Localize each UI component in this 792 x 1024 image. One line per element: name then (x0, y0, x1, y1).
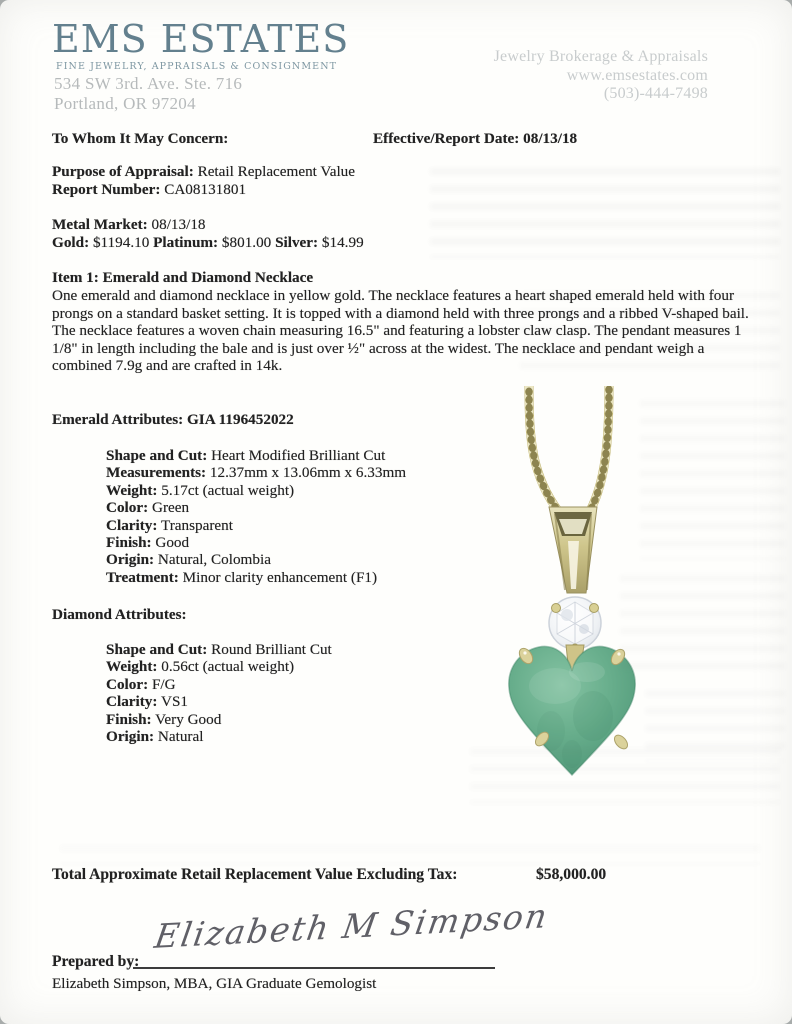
signature-line (133, 967, 495, 969)
diamond-attributes-list (106, 641, 332, 745)
attr-row: Shape and Cut: Heart Modified Brilliant Cut (106, 447, 386, 464)
attr-row: Origin: Natural (106, 728, 204, 746)
purpose-value: Retail Replacement Value (197, 163, 356, 180)
purpose-line (52, 163, 355, 181)
bail (549, 507, 597, 593)
scan-bleed-artifact (60, 845, 760, 865)
phone-number: (503)-444-7498 (603, 85, 708, 102)
attr-row: Clarity: VS1 (106, 693, 188, 711)
attr-row: Color: F/G (106, 675, 176, 693)
metal-market-line (52, 216, 206, 234)
silver-label: Silver: (275, 234, 319, 251)
attr-row: Clarity: Transparent (106, 516, 233, 534)
report-date-label: Effective/Report Date: (373, 130, 520, 147)
website-url: www.emsestates.com (566, 66, 708, 84)
platinum-price: $801.00 (221, 234, 272, 251)
attr-row: Finish: Good (106, 534, 190, 552)
signer-credentials: Elizabeth Simpson, MBA, GIA Graduate Gemologist (52, 975, 377, 992)
scan-bleed-artifact (430, 168, 780, 258)
emerald-attributes-heading: Emerald Attributes: GIA 1196452022 (52, 411, 294, 428)
necklace-photo (455, 386, 765, 832)
purpose-label: Purpose of Appraisal: (52, 163, 194, 180)
header-contact-block (494, 48, 708, 104)
chain (529, 386, 609, 512)
total-value-label: Total Approximate Retail Replacement Value Excluding Tax: (52, 866, 458, 883)
report-number-label: Report Number: (52, 181, 161, 198)
company-address-line1: 534 SW 3rd. Ave. Ste. 716 (54, 74, 243, 93)
diamond (549, 597, 601, 652)
metal-prices-line (52, 234, 364, 252)
item-description: One emerald and diamond necklace in yellow gold. The necklace features a heart shaped emerald held with four prongs on a standard basket setting. It is topped with a diamond held with three prongs and a ribbed V-shaped bail. The necklace features a woven chain measuring 16.5" and featuring a lobster claw clasp. The pendant measures 1 1/8" in length including the bale and is just over ½" across at the widest. The necklace and pendant weigh a combined 7.9g and are crafted in 14k. (52, 287, 749, 375)
company-logo: EMS ESTATES (52, 17, 350, 61)
attr-row: Treatment: Minor clarity enhancement (F1) (106, 568, 378, 586)
report-date-value: 08/13/18 (523, 130, 578, 147)
company-address-line2: Portland, OR 97204 (54, 94, 196, 113)
metal-market-label: Metal Market: (52, 216, 148, 233)
total-value-amount: $58,000.00 (536, 866, 607, 883)
emerald-attributes-list (106, 447, 406, 586)
attr-row: Origin: Natural, Colombia (106, 551, 271, 569)
prepared-by-label: Prepared by: (52, 953, 140, 970)
attr-row: Weight: 5.17ct (actual weight) (106, 481, 295, 499)
gold-label: Gold: (52, 234, 90, 251)
handwritten-signature: Elizabeth M Simpson (152, 896, 552, 956)
attr-row: Weight: 0.56ct (actual weight) (106, 658, 295, 676)
platinum-label: Platinum: (153, 234, 219, 251)
report-date-line (373, 130, 577, 148)
silver-price: $14.99 (321, 234, 364, 251)
attr-row: Finish: Very Good (106, 710, 222, 728)
metal-market-date: 08/13/18 (151, 216, 206, 233)
services-text: Jewelry Brokerage & Appraisals (493, 48, 708, 65)
attr-row: Shape and Cut: Round Brilliant Cut (106, 641, 332, 658)
attr-row: Measurements: 12.37mm x 13.06mm x 6.33mm (106, 464, 407, 482)
report-number-value: CA08131801 (164, 181, 247, 198)
gold-price: $1194.10 (92, 234, 150, 251)
attr-row: Color: Green (106, 499, 190, 517)
company-tagline: FINE JEWELRY, APPRAISALS & CONSIGNMENT (56, 61, 338, 72)
report-number-line (52, 181, 246, 199)
diamond-attributes-heading: Diamond Attributes: (52, 606, 187, 623)
salutation: To Whom It May Concern: (52, 130, 229, 147)
item-title: Item 1: Emerald and Diamond Necklace (52, 269, 314, 286)
